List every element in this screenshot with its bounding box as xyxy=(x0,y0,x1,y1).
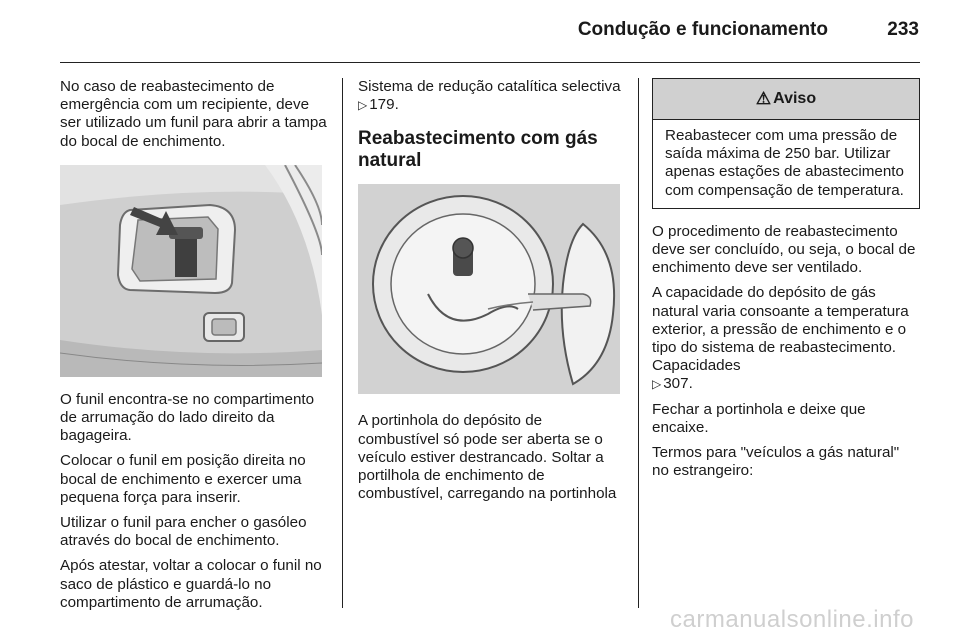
paragraph: Colocar o funil em posição direita no bocal de enchimento e exercer uma pequena força para inserir. xyxy=(60,452,306,506)
column-middle xyxy=(358,78,624,510)
funnel-storage-illustration xyxy=(60,165,322,377)
column-divider xyxy=(342,78,343,608)
reference-arrow-icon: ▷ xyxy=(358,98,368,113)
page-header xyxy=(60,0,920,63)
page-reference: 179. xyxy=(369,96,399,114)
paragraph: Utilizar o funil para encher o gasóleo através do bocal de enchimento. xyxy=(60,514,307,550)
section-heading: Reabastecimento com gás natural xyxy=(358,128,598,172)
paragraph: O funil encontra-se no compartimento de arrumação do lado direito da bagageira. xyxy=(60,390,315,445)
paragraph: Após atestar, voltar a colocar o funil no saco de plástico e guardá-lo no compartimento de arrumação. xyxy=(60,557,322,611)
column-divider xyxy=(638,78,639,608)
paragraph-text: A capacidade do depósito de gás natural varia consoante a temperatura exterior, a pressão de enchimento e o tipo do sistema de reabastecimento. Capacidades xyxy=(652,284,909,375)
paragraph: No caso de reabastecimento de emergência com um recipiente, deve ser utilizado um funil para abrir a tampa do bocal de enchimento. xyxy=(60,78,327,150)
watermark: carmanualsonline.info xyxy=(670,606,914,633)
warning-text: Reabastecer com uma pressão de saída máxima de 250 bar. Utilizar apenas estações de abastecimento com compensação de temperatura. xyxy=(665,127,904,199)
section-title: Condução e funcionamento xyxy=(577,19,828,40)
paragraph: Termos para "veículos a gás natural" no estrangeiro: xyxy=(652,444,900,480)
page-reference: 307. xyxy=(663,375,693,393)
warning-box xyxy=(652,78,920,209)
paragraph xyxy=(652,284,920,393)
column-right xyxy=(652,78,920,487)
paragraph: A portinhola do depósito de combustível só pode ser aberta se o veículo estiver destrancado. Soltar a portilhola de enchimento de combustível, carregando na portinhola xyxy=(358,412,617,503)
fuel-flap-illustration xyxy=(358,184,620,394)
warning-title: Aviso xyxy=(773,89,817,107)
paragraph-text: Sistema de redução catalítica selectiva xyxy=(358,78,621,95)
paragraph xyxy=(358,78,624,114)
paragraph: O procedimento de reabastecimento deve ser concluído, ou seja, o bocal de enchimento deve ser ventilado. xyxy=(652,222,916,277)
page-number: 233 xyxy=(887,19,919,40)
reference-arrow-icon: ▷ xyxy=(652,377,662,392)
warning-header xyxy=(653,79,919,120)
warning-triangle-icon: ⚠ xyxy=(755,88,772,108)
paragraph: Fechar a portinhola e deixe que encaixe. xyxy=(652,400,866,436)
column-left xyxy=(60,78,328,619)
